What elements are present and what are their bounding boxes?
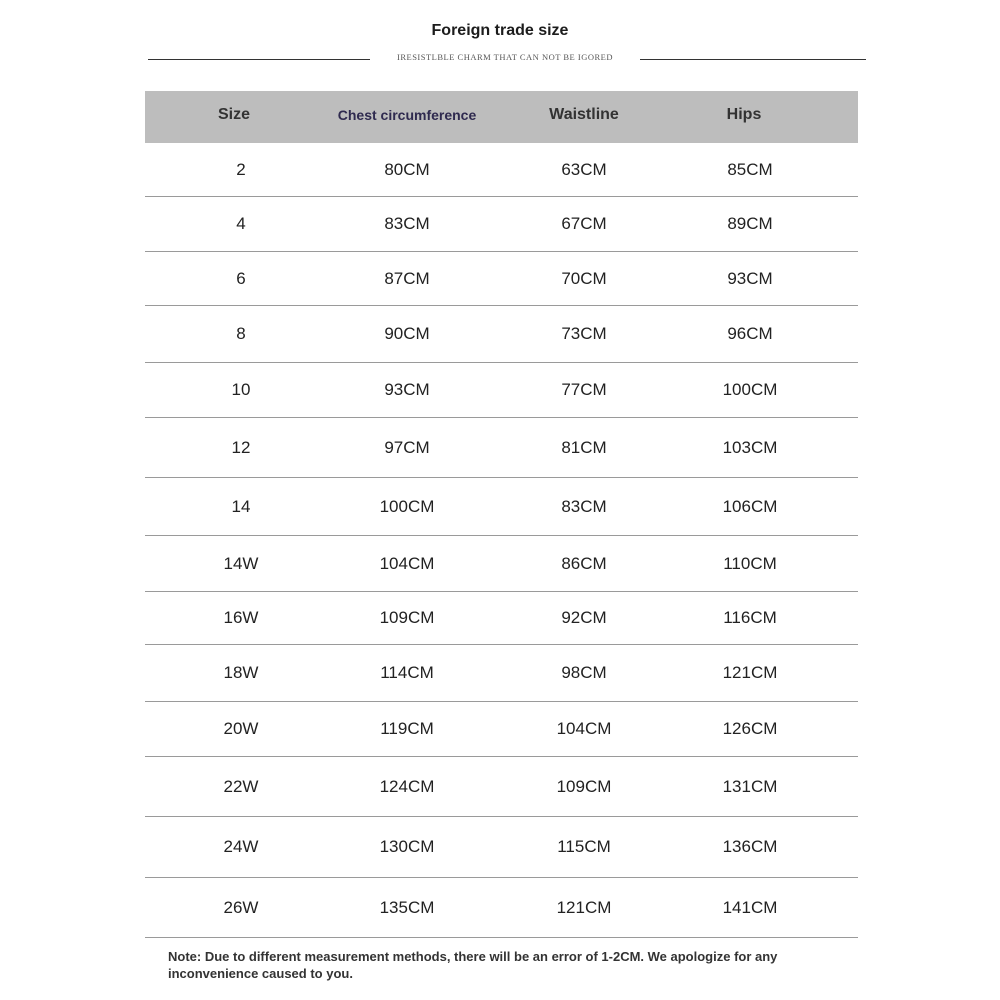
size-cell: 16W (223, 608, 259, 627)
table-header (145, 91, 858, 143)
hips-cell: 96CM (727, 324, 773, 343)
table-row (145, 478, 858, 536)
size-cell: 22W (223, 776, 259, 796)
table-row (145, 757, 858, 817)
waist-cell: 104CM (556, 719, 612, 738)
hips-cell: 126CM (722, 719, 778, 738)
subtitle-bar (148, 52, 866, 66)
divider-right (640, 59, 866, 60)
hips-cell: 93CM (727, 268, 773, 288)
chest-cell: 109CM (379, 608, 435, 627)
waist-cell: 63CM (561, 159, 607, 179)
table-row (145, 363, 858, 418)
hips-cell: 121CM (722, 663, 778, 682)
chest-cell: 135CM (379, 897, 435, 917)
chest-cell: 90CM (384, 324, 430, 343)
waist-cell: 83CM (561, 496, 607, 516)
hips-cell: 103CM (722, 437, 778, 457)
table-row (145, 306, 858, 363)
chest-cell: 80CM (384, 159, 430, 179)
hips-cell: 106CM (722, 496, 778, 516)
table-row (145, 645, 858, 702)
hips-cell: 85CM (727, 159, 773, 179)
chest-cell: 93CM (384, 380, 430, 399)
size-cell: 8 (236, 324, 246, 343)
size-cell: 6 (236, 268, 246, 288)
chest-cell: 104CM (379, 553, 435, 573)
hips-cell: 116CM (723, 608, 777, 627)
hips-cell: 110CM (723, 553, 777, 573)
hips-cell: 89CM (727, 214, 773, 233)
size-cell: 2 (236, 159, 246, 179)
measurement-note: Note: Due to different measurement methods, there will be an error of 1-2CM. We apologize for any inconvenience caused to you. (168, 949, 778, 981)
waist-cell: 70CM (561, 268, 607, 288)
waist-cell: 81CM (561, 437, 607, 457)
size-cell: 26W (223, 897, 259, 917)
waist-cell: 86CM (561, 553, 607, 573)
chest-cell: 130CM (379, 837, 435, 856)
waist-cell: 92CM (561, 608, 607, 627)
size-cell: 12 (231, 437, 251, 457)
table-row (145, 536, 858, 592)
header-hips: Hips (726, 106, 762, 123)
subtitle: IRESISTLBLE CHARM THAT CAN NOT BE IGORED (397, 52, 613, 62)
header-waist: Waistline (549, 106, 619, 123)
table-row (145, 143, 858, 197)
table-row (145, 197, 858, 252)
chest-cell: 100CM (379, 496, 435, 516)
chest-cell: 87CM (384, 268, 430, 288)
chest-cell: 119CM (380, 719, 434, 738)
waist-cell: 73CM (561, 324, 607, 343)
table-row (145, 592, 858, 645)
waist-cell: 121CM (556, 897, 612, 917)
hips-cell: 131CM (722, 776, 778, 796)
size-cell: 4 (236, 214, 246, 233)
chest-cell: 83CM (384, 214, 430, 233)
size-cell: 14W (223, 553, 259, 573)
hips-cell: 136CM (722, 837, 778, 856)
waist-cell: 77CM (561, 380, 607, 399)
page-title: Foreign trade size (431, 22, 569, 39)
table-row (145, 702, 858, 757)
hips-cell: 100CM (722, 380, 778, 399)
size-cell: 10 (231, 380, 251, 399)
waist-cell: 115CM (557, 837, 611, 856)
header-chest: Chest circumference (337, 107, 477, 123)
table-row (145, 418, 858, 478)
chest-cell: 97CM (384, 437, 430, 457)
size-cell: 24W (223, 837, 259, 856)
divider-left (148, 59, 370, 60)
waist-cell: 109CM (556, 776, 612, 796)
table-row (145, 252, 858, 306)
table-row (145, 817, 858, 878)
header-size: Size (217, 106, 251, 123)
size-cell: 18W (223, 663, 259, 682)
size-table (145, 91, 858, 938)
chest-cell: 124CM (379, 776, 435, 796)
size-cell: 14 (231, 496, 251, 516)
waist-cell: 98CM (561, 663, 607, 682)
size-cell: 20W (223, 719, 259, 738)
hips-cell: 141CM (722, 897, 778, 917)
chest-cell: 114CM (380, 663, 434, 682)
table-body (145, 143, 858, 938)
table-row (145, 878, 858, 938)
waist-cell: 67CM (561, 214, 607, 233)
